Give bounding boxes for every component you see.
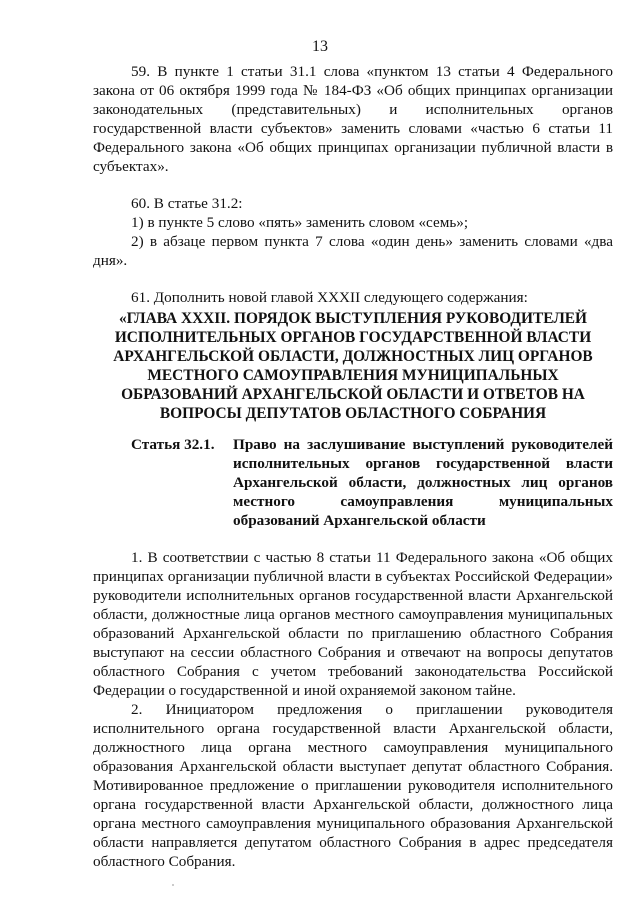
document-body	[93, 62, 613, 871]
article-paragraph-2: 2. Инициатором предложения о приглашении руководителя исполнительного органа государственной власти Архангельской области, должностного лица органа местного самоуправления муниципального образования Архангельской области выступает депутат областного Собрания. Мотивированное предложение о приглашении руководителя исполнительного органа государственной власти Архангельской области, должностного лица органа местного самоуправления муниципального образования Архангельской области направляется депутатом областного Собрания в адрес председателя областного Собрания.	[93, 701, 613, 870]
paragraph-60-item-1: 1) в пункте 5 слово «пять» заменить словом «семь»;	[131, 214, 469, 231]
article-title: Право на заслушивание выступлений руководителей исполнительных органов государственной власти Архангельской области, должностных лиц органов местного самоуправления муниципальных образований Архангельской области	[233, 436, 613, 529]
paragraph-61: 61. Дополнить новой главой XXXII следующего содержания:	[131, 289, 528, 306]
chapter-title: «ГЛАВА XXXII. ПОРЯДОК ВЫСТУПЛЕНИЯ РУКОВОДИТЕЛЕЙ ИСПОЛНИТЕЛЬНЫХ ОРГАНОВ ГОСУДАРСТВЕННОЙ ВЛАСТИ АРХАНГЕЛЬСКОЙ ОБЛАСТИ, ДОЛЖНОСТНЫХ ЛИЦ ОРГАНОВ МЕСТНОГО САМОУПРАВЛЕНИЯ МУНИЦИПАЛЬНЫХ ОБРАЗОВАНИЙ АРХАНГЕЛЬСКОЙ ОБЛАСТИ И ОТВЕТОВ НА ВОПРОСЫ ДЕПУТАТОВ ОБЛАСТНОГО СОБРАНИЯ	[113, 310, 593, 422]
article-label: Статья 32.1.	[131, 436, 215, 453]
page-number: 13	[312, 38, 328, 55]
paragraph-60: 60. В статье 31.2:	[131, 195, 243, 212]
article-heading	[93, 435, 613, 530]
article-paragraph-1: 1. В соответствии с частью 8 статьи 11 Федерального закона «Об общих принципах организации публичной власти в субъектах Российской Федерации» руководители исполнительных органов государственной власти Архангельской области, должностные лица органов местного самоуправления муниципальных образований Архангельской области по приглашению областного Собрания выступают на сессии областного Собрания и отвечают на вопросы депутатов областного Собрания с учетом требований законодательства Российской Федерации о государственной и иной охраняемой законом тайне.	[93, 549, 613, 699]
scan-speck	[172, 884, 174, 886]
paragraph-60-item-2: 2) в абзаце первом пункта 7 слова «один день» заменить словами «два дня».	[93, 233, 613, 269]
paragraph-59: 59. В пункте 1 статьи 31.1 слова «пунктом 13 статьи 4 Федерального закона от 06 октября 1999 года № 184-ФЗ «Об общих принципах организации законодательных (представительных) и исполнительных органов государственной власти субъектов» заменить словами «частью 6 статьи 11 Федерального закона «Об общих принципах организации публичной власти в субъектах».	[93, 63, 613, 175]
